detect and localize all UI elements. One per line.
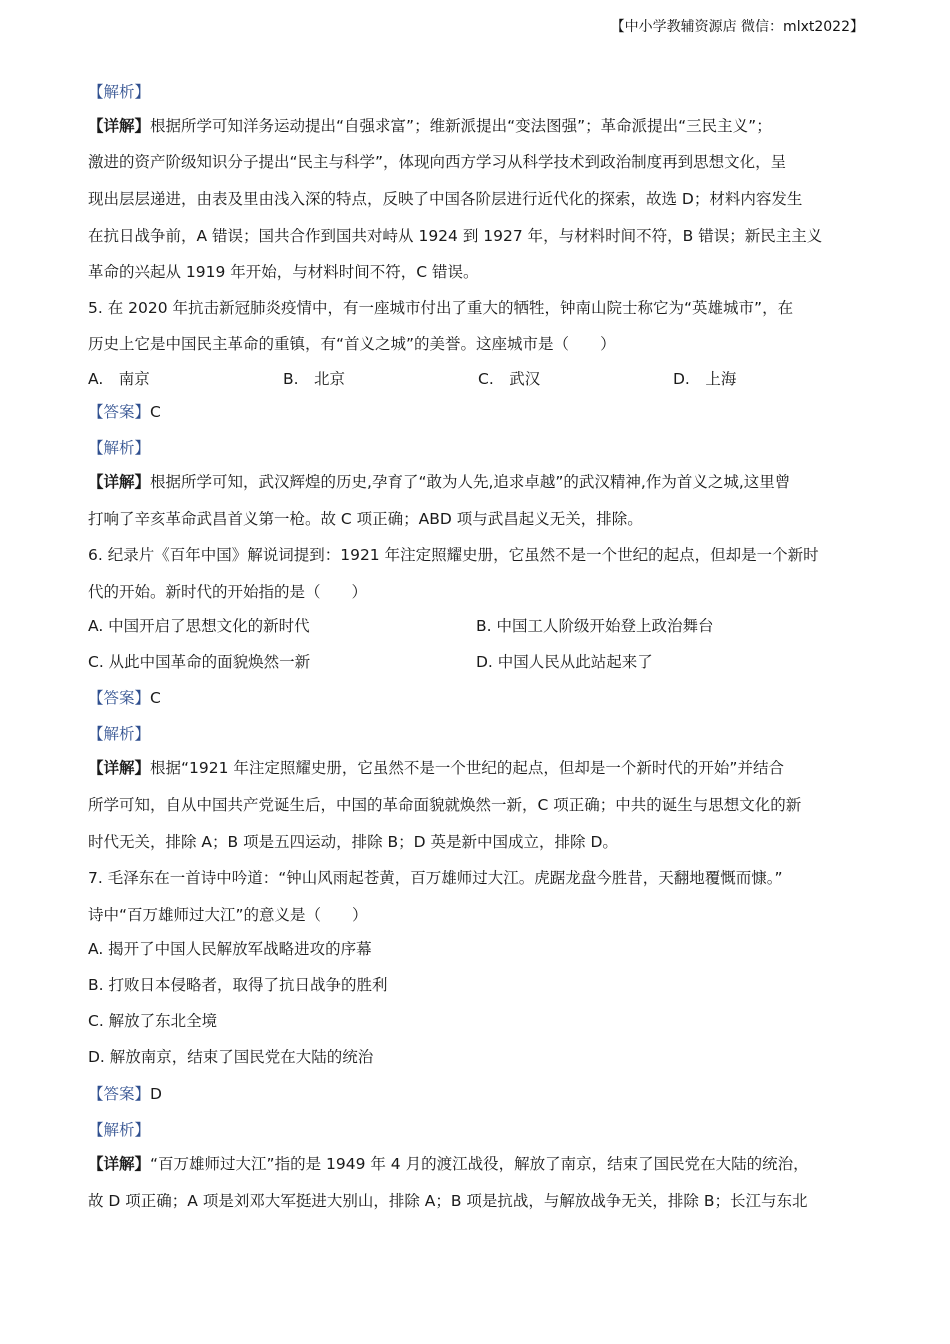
detail-label: 【详解】 — [88, 759, 151, 777]
answer-value: C — [150, 403, 161, 421]
detail-line: 故 D 项正确；A 项是刘邓大军挺进大别山，排除 A；B 项是抗战，与解放战争无关，排除 B；长江与东北 — [88, 1192, 808, 1210]
option-b: B. 北京 — [283, 370, 346, 388]
answer-label: 【答案】 — [88, 403, 151, 421]
detail-line: 现出层层递进，由表及里由浅入深的特点，反映了中国各阶层进行近代化的探索，故选 D；材料内容发生 — [88, 190, 803, 208]
detail-line: 所学可知，自从中国共产党诞生后，中国的革命面貌就焕然一新，C 项正确；中共的诞生与思想文化的新 — [88, 796, 802, 814]
option-b: B. 中国工人阶级开始登上政治舞台 — [476, 617, 714, 635]
option-d: D. 解放南京，结束了国民党在大陆的统治 — [88, 1048, 374, 1066]
analysis-label: 【解析】 — [88, 439, 151, 457]
detail-line: 在抗日战争前，A 错误；国共合作到国共对峙从 1924 到 1927 年，与材料时间不符，B 错误；新民主主义 — [88, 227, 823, 245]
detail-line: 【详解】“百万雄师过大江”指的是 1949 年 4 月的渡江战役，解放了南京，结束了国民党在大陆的统治， — [88, 1155, 809, 1173]
question-stem: 诗中“百万雄师过大江”的意义是（ ） — [88, 906, 368, 924]
option-a: A. 揭开了中国人民解放军战略进攻的序幕 — [88, 940, 372, 958]
detail-label: 【详解】 — [88, 117, 151, 135]
answer-line — [88, 402, 161, 422]
analysis-label: 【解析】 — [88, 83, 151, 101]
analysis-label: 【解析】 — [88, 1121, 151, 1139]
detail-line: 【详解】根据所学可知，武汉辉煌的历史,孕育了“敢为人先,追求卓越”的武汉精神,作为首义之城,这里曾 — [88, 473, 791, 491]
detail-line: 时代无关，排除 A；B 项是五四运动，排除 B；D 英是新中国成立，排除 D。 — [88, 833, 618, 851]
option-b: B. 打败日本侵略者，取得了抗日战争的胜利 — [88, 976, 388, 994]
detail-line: 【详解】根据“1921 年注定照耀史册，它虽然不是一个世纪的起点，但却是一个新时代的开始”并结合 — [88, 759, 784, 777]
answer-value: D — [150, 1085, 162, 1103]
option-c: C. 武汉 — [478, 370, 541, 388]
option-c: C. 从此中国革命的面貌焕然一新 — [88, 653, 311, 671]
page-header: 【中小学教辅资源店 微信：mlxt2022】 — [610, 19, 864, 35]
answer-line — [88, 688, 161, 708]
answer-label: 【答案】 — [88, 689, 151, 707]
option-d: D. 上海 — [673, 370, 737, 388]
detail-label: 【详解】 — [88, 473, 151, 491]
detail-line: 【详解】根据所学可知洋务运动提出“自强求富”；维新派提出“变法图强”；革命派提出“三民主义”； — [88, 117, 772, 135]
detail-label: 【详解】 — [88, 1155, 151, 1173]
question-stem: 代的开始。新时代的开始指的是（ ） — [88, 583, 368, 601]
answer-line — [88, 1084, 162, 1104]
question-stem: 历史上它是中国民主革命的重镇，有“首义之城”的美誉。这座城市是（ ） — [88, 335, 616, 353]
option-d: D. 中国人民从此站起来了 — [476, 653, 653, 671]
detail-line: 激进的资产阶级知识分子提出“民主与科学”，体现向西方学习从科学技术到政治制度再到思想文化，呈 — [88, 153, 787, 171]
answer-value: C — [150, 689, 161, 707]
question-stem: 7. 毛泽东在一首诗中吟道：“钟山风雨起苍黄，百万雄师过大江。虎踞龙盘今胜昔，天翻地覆慨而慷。” — [88, 869, 783, 887]
answer-label: 【答案】 — [88, 1085, 151, 1103]
option-c: C. 解放了东北全境 — [88, 1012, 218, 1030]
question-stem: 6. 纪录片《百年中国》解说词提到：1921 年注定照耀史册，它虽然不是一个世纪的起点，但却是一个新时 — [88, 546, 819, 564]
detail-line: 打响了辛亥革命武昌首义第一枪。故 C 项正确；ABD 项与武昌起义无关，排除。 — [88, 510, 643, 528]
option-row — [88, 369, 868, 389]
option-a: A. 南京 — [88, 370, 150, 388]
option-row — [88, 652, 864, 672]
option-row — [88, 616, 864, 636]
question-stem: 5. 在 2020 年抗击新冠肺炎疫情中，有一座城市付出了重大的牺牲，钟南山院士称它为“英雄城市”，在 — [88, 299, 794, 317]
analysis-label: 【解析】 — [88, 725, 151, 743]
option-a: A. 中国开启了思想文化的新时代 — [88, 617, 310, 635]
detail-line: 革命的兴起从 1919 年开始，与材料时间不符，C 错误。 — [88, 263, 479, 281]
